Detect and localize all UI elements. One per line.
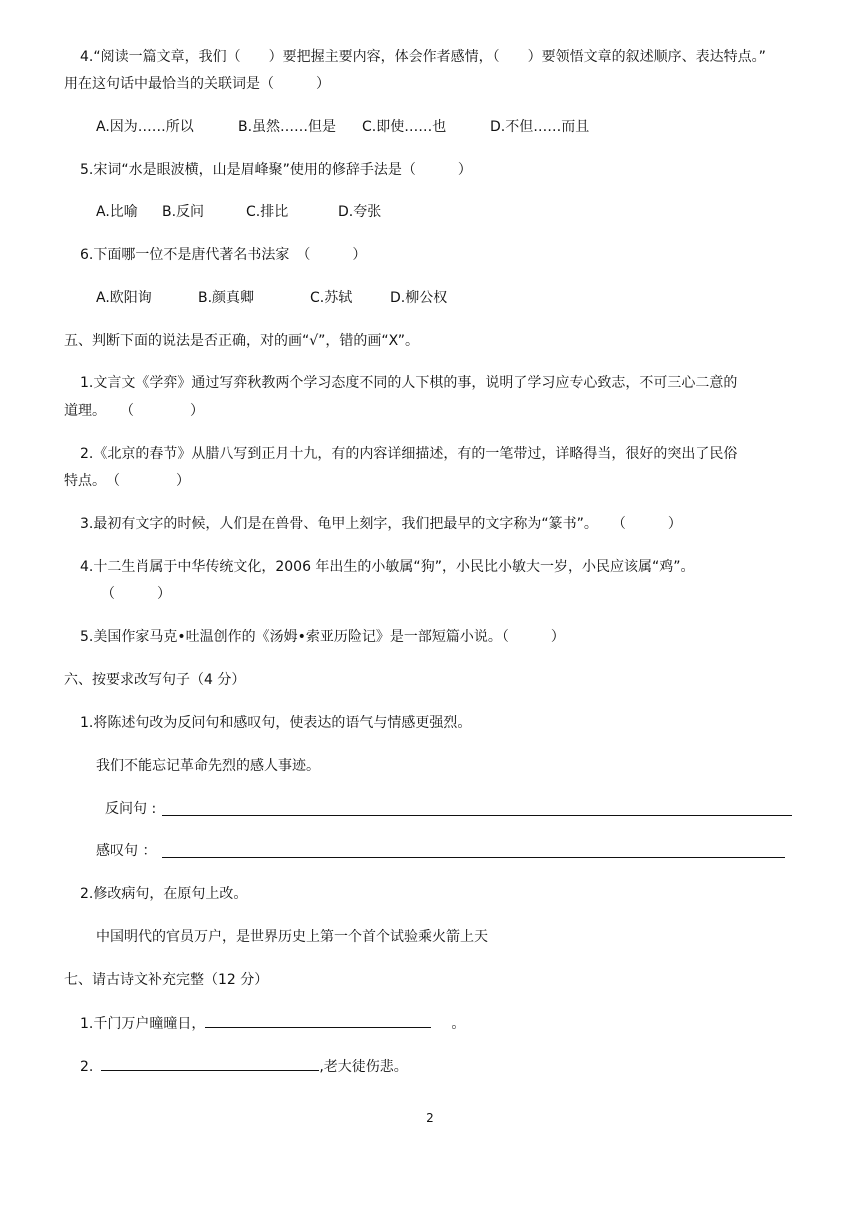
judge-1-line2: 道理。 （ ） (64, 403, 204, 419)
exclamatory-answer-line[interactable] (162, 843, 785, 858)
q4-stem-line1: 4.“阅读一篇文章，我们（ ）要把握主要内容，体会作者感情，（ ）要领悟文章的叙述顺序、表达特点。” (80, 49, 766, 65)
q6-option-a: A.欧阳询 (96, 290, 152, 306)
judge-4-line1: 4.十二生肖属于中华传统文化，2006 年出生的小敏属“狗”，小民比小敏大一岁，小民应该属“鸡”。 (80, 559, 695, 575)
exclamatory-label: 感叹句 ： (96, 843, 157, 859)
judge-3: 3.最初有文字的时候，人们是在兽骨、龟甲上刻字，我们把最早的文字称为“篆书”。 （ ） (80, 516, 682, 532)
poem-2-prefix: 2. (80, 1059, 94, 1075)
page-number: 2 (426, 1111, 434, 1125)
q4-option-d: D.不但……而且 (490, 119, 590, 135)
q6-option-d: D.柳公权 (390, 290, 448, 306)
poem-1-suffix: 。 (451, 1016, 466, 1032)
poem-2 (80, 1056, 408, 1077)
poem-1-answer-line[interactable] (205, 1013, 431, 1028)
q5-stem: 5.宋词“水是眼波横，山是眉峰聚”使用的修辞手法是（ ） (80, 162, 472, 178)
section-6-title: 六、按要求改写句子（4 分） (64, 672, 246, 688)
poem-1-prefix: 1.千门万户曈曈日， (80, 1016, 206, 1032)
q6-stem: 6.下面哪一位不是唐代著名书法家 （ ） (80, 247, 367, 263)
rewrite-2-sentence: 中国明代的官员万户，是世界历史上第一个首个试验乘火箭上天 (96, 929, 488, 945)
q4-option-b: B.虽然……但是 (238, 119, 337, 135)
poem-2-suffix: ,老大徒伤悲。 (319, 1059, 408, 1075)
q6-option-b: B.颜真卿 (198, 290, 255, 306)
rewrite-1-sentence: 我们不能忘记革命先烈的感人事迹。 (96, 758, 320, 774)
q5-option-d: D.夸张 (338, 204, 382, 220)
judge-1-line1: 1.文言文《学弈》通过写弈秋教两个学习态度不同的人下棋的事，说明了学习应专心致志，不可三心二意的 (80, 375, 738, 391)
rhetorical-question-label: 反问句 : (105, 801, 157, 817)
section-7-title: 七、请古诗文补充完整（12 分） (64, 972, 269, 988)
judge-5: 5.美国作家马克•吐温创作的《汤姆•索亚历险记》是一部短篇小说。（ ） (80, 629, 565, 645)
rewrite-1-prompt: 1.将陈述句改为反问句和感叹句，使表达的语气与情感更强烈。 (80, 715, 472, 731)
q4-stem-line2: 用在这句话中最恰当的关联词是（ ） (64, 76, 330, 92)
rhetorical-question-answer-line[interactable] (162, 801, 792, 816)
poem-1 (80, 1013, 465, 1034)
q6-option-c: C.苏轼 (310, 290, 353, 306)
section-5-title: 五、判断下面的说法是否正确，对的画“√”，错的画“X”。 (64, 333, 419, 349)
judge-4-line2: （ ） (101, 586, 171, 602)
q5-option-a: A.比喻 (96, 204, 138, 220)
judge-2-line1: 2.《北京的春节》从腊八写到正月十九，有的内容详细描述，有的一笔带过，详略得当，很好的突出了民俗 (80, 446, 738, 462)
poem-2-answer-line[interactable] (101, 1056, 319, 1071)
rewrite-2-prompt: 2.修改病句，在原句上改。 (80, 886, 248, 902)
q5-option-c: C.排比 (246, 204, 289, 220)
q5-option-b: B.反问 (162, 204, 205, 220)
judge-2-line2: 特点。 （ ） (64, 473, 190, 489)
q4-option-a: A.因为……所以 (96, 119, 194, 135)
q4-option-c: C.即使……也 (362, 119, 447, 135)
